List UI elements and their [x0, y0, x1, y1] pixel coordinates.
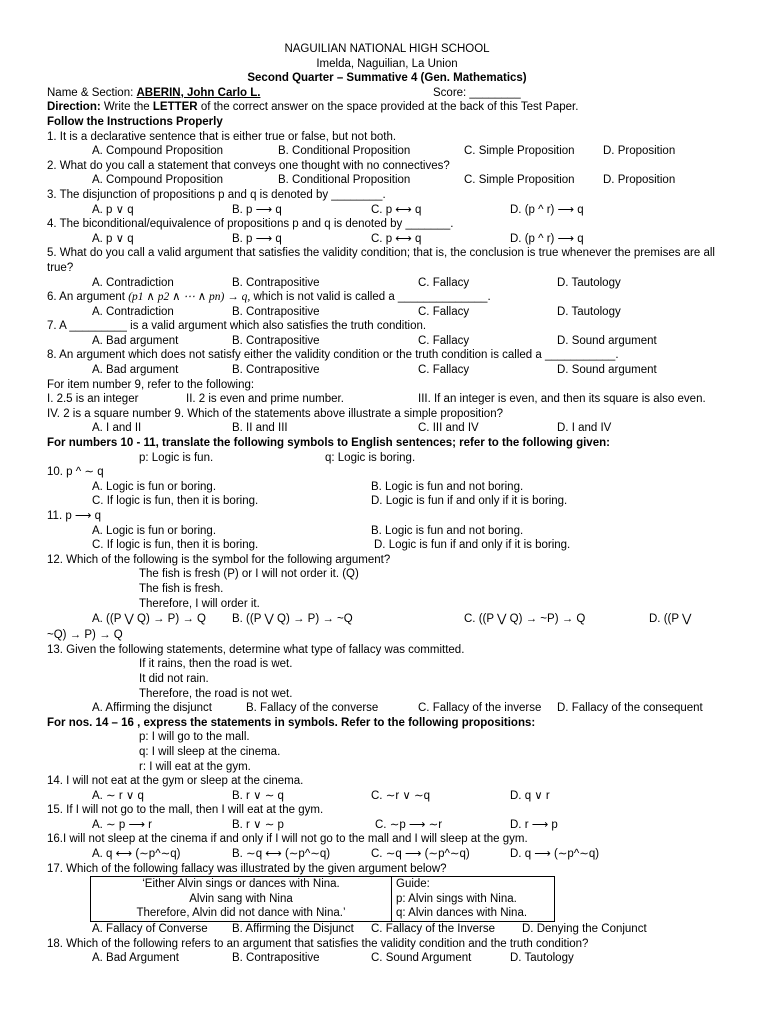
- section-14-16-heading: For nos. 14 – 16 , express the statements in symbols. Refer to the following propositions:: [47, 716, 536, 729]
- q3-option-a[interactable]: A. p ∨ q: [92, 203, 134, 216]
- question-10-options-row2: [47, 494, 727, 509]
- q12-option-d[interactable]: D. ((P ⋁: [649, 613, 692, 626]
- q17-argument-cell: [91, 877, 392, 922]
- question-11-options-row1: [47, 524, 727, 539]
- given-p: p: Logic is fun.: [139, 451, 214, 464]
- q13-option-b[interactable]: B. Fallacy of the converse: [246, 702, 379, 715]
- question-15-stem: 15. If I will not go to the mall, then I will eat at the gym.: [47, 804, 324, 817]
- q1-option-d[interactable]: D. Proposition: [603, 145, 676, 158]
- exam-title: Second Quarter – Summative 4 (Gen. Mathematics): [247, 72, 527, 85]
- q6-stem-a: 6. An argument: [47, 291, 125, 304]
- question-16-options: [47, 847, 727, 862]
- question-3-stem: 3. The disjunction of propositions p and q is denoted by ________.: [47, 188, 386, 201]
- question-4-options: [47, 232, 727, 247]
- q6-option-d[interactable]: D. Tautology: [557, 305, 621, 318]
- question-7-stem: 7. A _________ is a valid argument which also satisfies the truth condition.: [47, 320, 427, 333]
- q17-argument-line-3: Therefore, Alvin did not dance with Nina.’: [136, 907, 346, 920]
- q1-option-a[interactable]: A. Compound Proposition: [92, 145, 224, 158]
- q2-option-c[interactable]: C. Simple Proposition: [464, 174, 575, 187]
- q1-option-b[interactable]: B. Conditional Proposition: [278, 145, 411, 158]
- direction-text-a: Write the: [103, 101, 150, 114]
- q18-option-a[interactable]: A. Bad Argument: [92, 952, 179, 965]
- q4-option-b[interactable]: B. p ⟶ q: [232, 232, 282, 245]
- question-17-options: [47, 922, 727, 937]
- q14-option-c[interactable]: C. ∼r ∨ ∼q: [371, 789, 430, 802]
- q16-option-b[interactable]: B. ∼q ⟷ (∼p^∼q): [232, 848, 331, 861]
- q9-statement-2: II. 2 is even and prime number.: [186, 393, 344, 406]
- q16-option-c[interactable]: C. ∼q ⟶ (∼p^∼q): [371, 848, 470, 861]
- question-14-options: [47, 789, 727, 804]
- q13-option-c[interactable]: C. Fallacy of the inverse: [418, 702, 542, 715]
- question-17-stem: 17. Which of the following fallacy was illustrated by the given argument below?: [47, 862, 447, 875]
- q7-option-b[interactable]: B. Contrapositive: [232, 334, 320, 347]
- q18-option-d[interactable]: D. Tautology: [510, 952, 574, 965]
- q16-option-a[interactable]: A. q ⟷ (∼p^∼q): [92, 848, 181, 861]
- q11-option-d[interactable]: D. Logic is fun if and only if it is boring.: [374, 539, 571, 552]
- q17-guide-label: Guide:: [396, 878, 430, 891]
- q17-guide-cell: [392, 877, 555, 922]
- q17-guide-p: p: Alvin sings with Nina.: [396, 892, 517, 905]
- question-18-options: [47, 951, 727, 966]
- question-18-stem: 18. Which of the following refers to an argument that satisfies the validity condition and the truth condition?: [47, 937, 589, 950]
- q14-option-d[interactable]: D. q ∨ r: [510, 789, 550, 802]
- q9-statement-1: I. 2.5 is an integer: [47, 393, 139, 406]
- q17-option-c[interactable]: C. Fallacy of the Inverse: [371, 923, 495, 936]
- q12-argument-line-3: Therefore, I will order it.: [139, 597, 260, 610]
- q17-argument-line-2: Alvin sang with Nina: [189, 892, 293, 905]
- q13-argument-line-3: Therefore, the road is not wet.: [139, 687, 293, 700]
- direction-label: Direction:: [47, 101, 101, 114]
- q10-option-d[interactable]: D. Logic is fun if and only if it is boring.: [371, 495, 568, 508]
- question-9-intro: For item number 9, refer to the following:: [47, 378, 255, 391]
- q11-option-b[interactable]: B. Logic is fun and not boring.: [371, 524, 524, 537]
- proposition-q: q: I will sleep at the cinema.: [139, 745, 281, 758]
- q4-option-c[interactable]: C. p ⟷ q: [371, 232, 422, 245]
- question-6-options: [47, 305, 727, 320]
- q3-option-d[interactable]: D. (p ^ r) ⟶ q: [510, 203, 584, 216]
- q5-option-b[interactable]: B. Contrapositive: [232, 276, 320, 289]
- q12-option-b[interactable]: B. ((P ⋁ Q) → P) → ~Q: [232, 613, 353, 626]
- q7-option-c[interactable]: C. Fallacy: [418, 334, 470, 347]
- section-10-11-heading: For numbers 10 - 11, translate the following symbols to English sentences; refer to the following given:: [47, 437, 610, 450]
- q5-option-c[interactable]: C. Fallacy: [418, 276, 470, 289]
- q15-option-c[interactable]: C. ∼p ⟶ ∼r: [375, 818, 443, 831]
- given-q: q: Logic is boring.: [325, 451, 416, 464]
- question-3-options: [47, 203, 727, 218]
- q13-argument-line-2: It did not rain.: [139, 672, 209, 685]
- q5-option-a[interactable]: A. Contradiction: [92, 276, 174, 289]
- section-10-11-givens: [47, 451, 727, 466]
- score-field: Score: ________: [433, 86, 521, 99]
- q10-option-b[interactable]: B. Logic is fun and not boring.: [371, 480, 524, 493]
- question-2-stem: 2. What do you call a statement that conveys one thought with no connectives?: [47, 159, 450, 172]
- direction-line: [47, 100, 727, 115]
- q10-option-c[interactable]: C. If logic is fun, then it is boring.: [92, 495, 259, 508]
- q6-stem-b: which is not valid is called a ______________.: [253, 291, 491, 304]
- q4-option-a[interactable]: A. p ∨ q: [92, 232, 134, 245]
- question-5-stem: 5. What do you call a valid argument that satisfies the validity condition; that is, the conclusion is true whenever the premises are all true?: [47, 247, 715, 274]
- q4-option-d[interactable]: D. (p ^ r) ⟶ q: [510, 232, 584, 245]
- q6-option-b[interactable]: B. Contrapositive: [232, 305, 320, 318]
- q17-argument-table: [90, 876, 555, 922]
- q18-option-b[interactable]: B. Contrapositive: [232, 952, 320, 965]
- q2-option-a[interactable]: A. Compound Proposition: [92, 174, 224, 187]
- q14-option-a[interactable]: A. ∼ r ∨ q: [92, 789, 144, 802]
- q7-option-a[interactable]: A. Bad argument: [92, 334, 179, 347]
- question-4-stem: 4. The biconditional/equivalence of propositions p and q is denoted by _______.: [47, 218, 454, 231]
- question-8-options: [47, 363, 727, 378]
- question-9-statements: [47, 392, 727, 407]
- follow-instructions: Follow the Instructions Properly: [47, 115, 223, 128]
- q13-option-d[interactable]: D. Fallacy of the consequent: [557, 702, 703, 715]
- name-section-line: [47, 86, 727, 101]
- q17-guide-q: q: Alvin dances with Nina.: [396, 907, 528, 920]
- direction-text-b: of the correct answer on the space provided at the back of this Test Paper.: [200, 101, 579, 114]
- q9-statement-4: IV. 2 is a square number 9. Which of the statements above illustrate a simple proposition?: [47, 407, 503, 420]
- q6-option-c[interactable]: C. Fallacy: [418, 305, 470, 318]
- question-10-stem: 10. p ^ ∼ q: [47, 466, 104, 479]
- q7-option-d[interactable]: D. Sound argument: [557, 334, 657, 347]
- question-10-options-row1: [47, 480, 727, 495]
- q3-option-b[interactable]: B. p ⟶ q: [232, 203, 282, 216]
- q11-option-c[interactable]: C. If logic is fun, then it is boring.: [92, 539, 259, 552]
- question-1-stem: 1. It is a declarative sentence that is either true or false, but not both.: [47, 130, 397, 143]
- q6-option-a[interactable]: A. Contradiction: [92, 305, 174, 318]
- q12-option-a[interactable]: A. ((P ⋁ Q) → P) → Q: [92, 613, 207, 626]
- question-11-stem: 11. p ⟶ q: [47, 510, 101, 522]
- question-16-stem: 16.I will not sleep at the cinema if and only if I will not go to the mall and I will sleep at the gym.: [47, 833, 528, 846]
- q9-option-a[interactable]: A. I and II: [92, 422, 142, 435]
- q14-option-b[interactable]: B. r ∨ ∼ q: [232, 789, 284, 802]
- q9-statement-3: III. If an integer is even, and then its square is also even.: [418, 393, 706, 406]
- q9-option-d[interactable]: D. I and IV: [557, 422, 612, 435]
- q8-option-a[interactable]: A. Bad argument: [92, 364, 179, 377]
- q12-argument-line-1: The fish is fresh (P) or I will not order it. (Q): [139, 568, 359, 581]
- question-9-options: [47, 421, 727, 436]
- q3-option-c[interactable]: C. p ⟷ q: [371, 203, 422, 216]
- proposition-p: p: I will go to the mall.: [139, 731, 250, 744]
- school-location: Imelda, Naguilian, La Union: [316, 57, 458, 70]
- question-11-options-row2: [47, 538, 727, 553]
- question-1-options: [47, 144, 727, 159]
- q17-argument-line-1: ‘Either Alvin sings or dances with Nina.: [142, 878, 340, 891]
- q17-option-a[interactable]: A. Fallacy of Converse: [92, 923, 208, 936]
- q1-option-c[interactable]: C. Simple Proposition: [464, 145, 575, 158]
- question-5-options: [47, 276, 727, 291]
- question-12-stem: 12. Which of the following is the symbol for the following argument?: [47, 553, 391, 566]
- question-2-options: [47, 173, 727, 188]
- q5-option-d[interactable]: D. Tautology: [557, 276, 621, 289]
- name-label: Name & Section:: [47, 86, 134, 99]
- q18-option-c[interactable]: C. Sound Argument: [371, 952, 472, 965]
- proposition-r: r: I will eat at the gym.: [139, 760, 251, 773]
- q12-option-d-continued: ~Q) → P) → Q: [47, 629, 123, 642]
- q11-option-a[interactable]: A. Logic is fun or boring.: [92, 524, 217, 537]
- question-7-options: [47, 334, 727, 349]
- school-name: NAGUILIAN NATIONAL HIGH SCHOOL: [284, 43, 490, 55]
- q12-option-c[interactable]: C. ((P ⋁ Q) → ~P) → Q: [464, 613, 586, 626]
- q10-option-a[interactable]: A. Logic is fun or boring.: [92, 480, 217, 493]
- question-12-options: [47, 611, 727, 628]
- question-13-stem: 13. Given the following statements, determine what type of fallacy was committed.: [47, 643, 465, 656]
- q9-option-b[interactable]: B. II and III: [232, 422, 288, 435]
- q15-option-d[interactable]: D. r ⟶ p: [510, 818, 558, 831]
- q17-option-d[interactable]: D. Denying the Conjunct: [522, 923, 647, 936]
- q17-option-b[interactable]: B. Affirming the Disjunct: [232, 923, 354, 936]
- question-15-options: [47, 818, 727, 833]
- q6-formula: (p1 ∧ p2 ∧ ⋯ ∧ pn) → q,: [128, 291, 251, 304]
- q13-option-a[interactable]: A. Affirming the disjunct: [92, 702, 212, 715]
- q9-option-c[interactable]: C. III and IV: [418, 422, 479, 435]
- q12-argument-line-2: The fish is fresh.: [139, 582, 224, 595]
- q2-option-b[interactable]: B. Conditional Proposition: [278, 174, 411, 187]
- q13-argument-line-1: If it rains, then the road is wet.: [139, 658, 293, 671]
- q16-option-d[interactable]: D. q ⟶ (∼p^∼q): [510, 848, 600, 861]
- q8-option-d[interactable]: D. Sound argument: [557, 364, 657, 377]
- test-paper: [47, 42, 727, 966]
- direction-letter: LETTER: [152, 101, 198, 114]
- student-name: ABERIN, John Carlo L.: [136, 86, 261, 99]
- q8-option-b[interactable]: B. Contrapositive: [232, 364, 320, 377]
- question-14-stem: 14. I will not eat at the gym or sleep at the cinema.: [47, 775, 304, 788]
- question-6-stem: [47, 290, 727, 305]
- q2-option-d[interactable]: D. Proposition: [603, 174, 676, 187]
- q15-option-a[interactable]: A. ∼ p ⟶ r: [92, 818, 152, 831]
- q15-option-b[interactable]: B. r ∨ ∼ p: [232, 818, 284, 831]
- q8-option-c[interactable]: C. Fallacy: [418, 364, 470, 377]
- question-13-options: [47, 701, 727, 716]
- question-8-stem: 8. An argument which does not satisfy either the validity condition or the truth condition is called a ___________.: [47, 349, 619, 362]
